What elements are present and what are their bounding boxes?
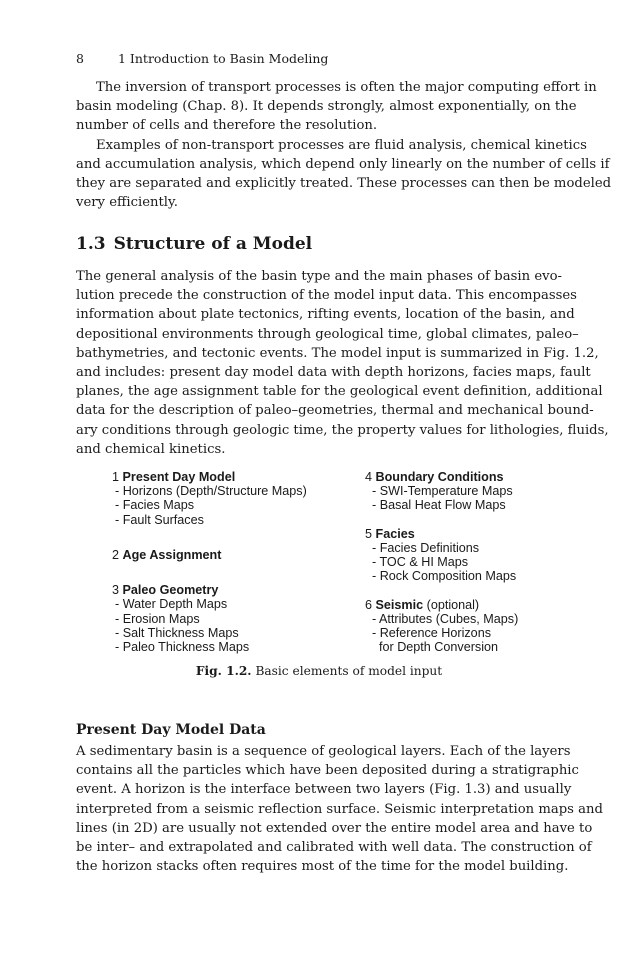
group-number: 4 bbox=[365, 470, 373, 484]
figure-list-item: - Facies Maps bbox=[115, 498, 195, 513]
figure-caption bbox=[0, 664, 638, 678]
text-line: and accumulation analysis, which depend only linearly on the number of cells if bbox=[76, 156, 610, 172]
group-number: 6 bbox=[365, 597, 373, 612]
text-line: A sedimentary basin is a sequence of geological layers. Each of the layers bbox=[76, 744, 571, 759]
figure-list-item: for Depth Conversion bbox=[372, 640, 498, 655]
group-number: 1 bbox=[112, 470, 120, 484]
figure-list-item: - SWI-Temperature Maps bbox=[372, 484, 513, 499]
figure-caption-text: Basic elements of model input bbox=[255, 664, 443, 678]
text-line: contains all the particles which have been deposited during a stratigraphic bbox=[76, 763, 579, 779]
figure-list-item: - Rock Composition Maps bbox=[372, 569, 517, 584]
group-title: Paleo Geometry bbox=[122, 583, 219, 598]
figure-list-item: - Facies Definitions bbox=[372, 540, 480, 555]
text-line: be inter– and extrapolated and calibrated with well data. The construction of bbox=[76, 840, 592, 856]
text-line: very efficiently. bbox=[76, 195, 178, 211]
text-line: bathymetries, and tectonic events. The model input is summarized in Fig. 1.2, bbox=[76, 345, 599, 361]
figure-group-age-assignment bbox=[112, 548, 307, 562]
text-line: data for the description of paleo–geometries, thermal and mechanical bound- bbox=[76, 403, 594, 419]
text-line: lines (in 2D) are usually not extended over the entire model area and have to bbox=[76, 820, 593, 836]
figure-list-item: - Salt Thickness Maps bbox=[115, 625, 239, 640]
figure-list-item: - Fault Surfaces bbox=[115, 512, 204, 527]
subsection-heading: Present Day Model Data bbox=[76, 722, 266, 738]
text-line: the horizon stacks often requires most of the time for the model building. bbox=[76, 859, 569, 875]
text-line: planes, the age assignment table for the geological event definition, additional bbox=[76, 384, 603, 400]
text-line: number of cells and therefore the resolution. bbox=[76, 118, 378, 134]
text-line: The general analysis of the basin type and the main phases of basin evo- bbox=[76, 269, 562, 284]
text-line: The inversion of transport processes is often the major computing effort in bbox=[96, 80, 597, 95]
text-line: and chemical kinetics. bbox=[76, 441, 226, 457]
group-title: Present Day Model bbox=[122, 470, 236, 484]
group-title: Seismic bbox=[375, 597, 424, 612]
running-title: 1 Introduction to Basin Modeling bbox=[118, 51, 329, 66]
group-title: Boundary Conditions bbox=[375, 470, 504, 484]
text-line: information about plate tectonics, rifting events, location of the basin, and bbox=[76, 307, 575, 323]
figure-list-item: - Reference Horizons bbox=[372, 626, 491, 641]
running-header bbox=[76, 51, 328, 66]
figure-left-column bbox=[112, 470, 307, 654]
group-number: 2 bbox=[112, 547, 120, 562]
figure-list-item: - Basal Heat Flow Maps bbox=[372, 498, 506, 513]
text-line: Examples of non-transport processes are fluid analysis, chemical kinetics bbox=[96, 137, 587, 153]
intro-paragraph-1 bbox=[76, 78, 597, 136]
text-line: interpreted from a seismic reflection surface. Seismic interpretation maps and bbox=[76, 801, 603, 817]
group-title: Facies bbox=[375, 526, 415, 541]
figure-group-paleo-geometry bbox=[112, 583, 307, 597]
figure-caption-label: Fig. 1.2. bbox=[195, 664, 252, 678]
group-number: 5 bbox=[365, 526, 373, 541]
figure-group-present-day-model bbox=[112, 470, 307, 484]
figure-list-item: - Water Depth Maps bbox=[115, 597, 228, 612]
text-line: they are separated and explicitly treated. These processes can then be modeled bbox=[76, 176, 612, 191]
figure-list-item: - Paleo Thickness Maps bbox=[115, 639, 250, 654]
text-line: depositional environments through geological time, global climates, paleo– bbox=[76, 326, 579, 342]
section-heading bbox=[76, 234, 312, 254]
figure-list-item: - TOC & HI Maps bbox=[372, 555, 469, 570]
figure-list-item: - Horizons (Depth/Structure Maps) bbox=[115, 484, 307, 499]
text-line: and includes: present day model data with depth horizons, facies maps, fault bbox=[76, 365, 591, 381]
text-line: event. A horizon is the interface between two layers (Fig. 1.3) and usually bbox=[76, 782, 572, 798]
group-title: Age Assignment bbox=[122, 547, 222, 562]
section-number: 1.3 bbox=[76, 234, 106, 254]
section-title: Structure of a Model bbox=[113, 234, 313, 254]
figure-group-seismic bbox=[365, 598, 518, 612]
figure-group-facies bbox=[365, 527, 518, 541]
subsection-paragraph bbox=[76, 742, 603, 876]
figure-list-item: - Erosion Maps bbox=[115, 611, 200, 626]
intro-paragraph-2 bbox=[76, 136, 612, 213]
text-line: lution precede the construction of the model input data. This encompasses bbox=[76, 288, 577, 304]
group-title-suffix: (optional) bbox=[423, 597, 480, 612]
section-paragraph bbox=[76, 267, 609, 459]
figure-group-boundary-conditions bbox=[365, 470, 518, 484]
figure-list-item: - Attributes (Cubes, Maps) bbox=[372, 611, 519, 626]
page-number: 8 bbox=[76, 51, 84, 66]
group-number: 3 bbox=[112, 583, 120, 598]
figure-right-column bbox=[365, 470, 518, 654]
text-line: ary conditions through geologic time, the property values for lithologies, fluids, bbox=[76, 422, 609, 438]
text-line: basin modeling (Chap. 8). It depends strongly, almost exponentially, on the bbox=[76, 99, 577, 115]
